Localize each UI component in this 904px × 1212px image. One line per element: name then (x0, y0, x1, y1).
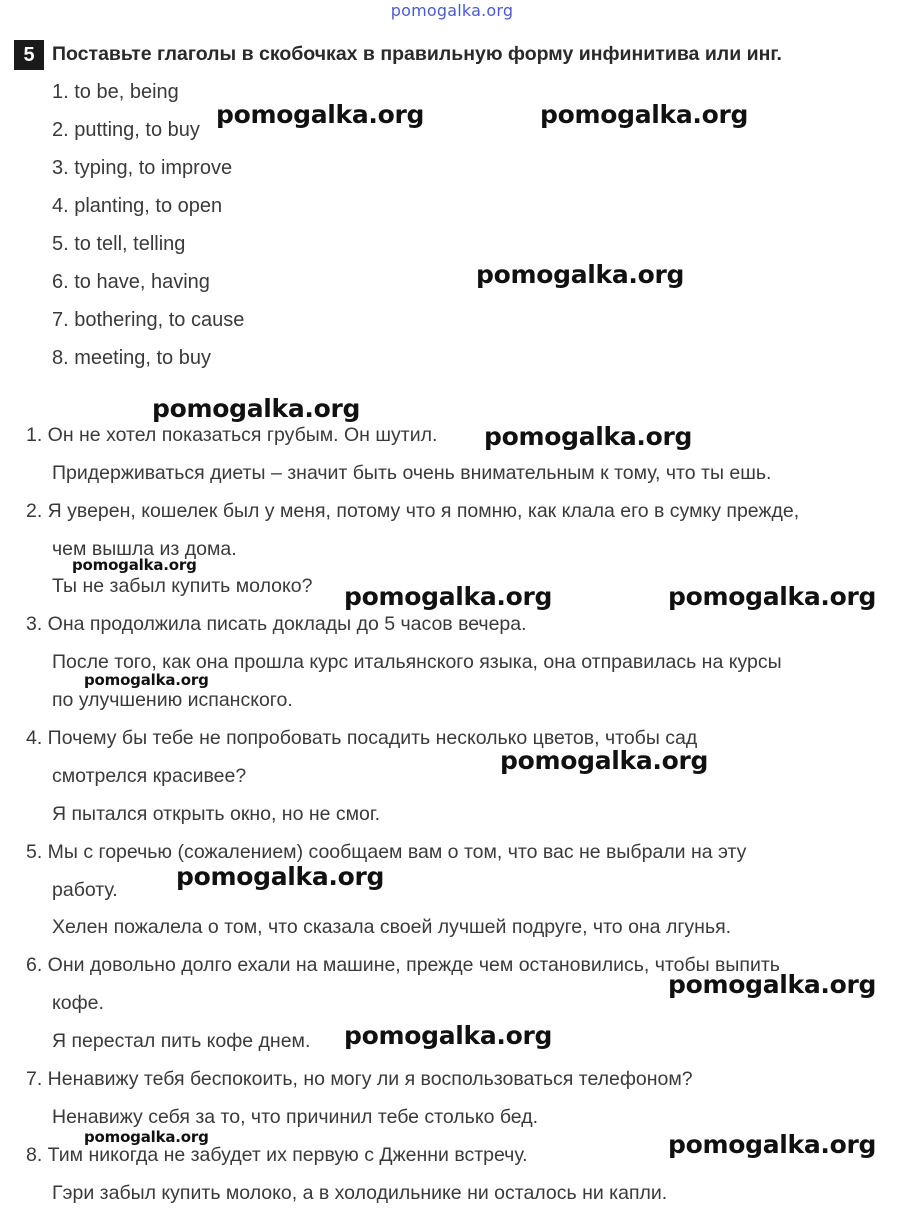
translation-line: кофе. (52, 992, 104, 1014)
watermark: pomogalka.org (344, 582, 553, 611)
translation-line: 4. Почему бы тебе не попробовать посадить несколько цветов, чтобы сад (26, 727, 698, 749)
watermark: pomogalka.org (668, 970, 877, 999)
translation-line: 7. Ненавижу тебя беспокоить, но могу ли я воспользоваться телефоном? (26, 1068, 693, 1090)
translation-line: смотрелся красивее? (52, 765, 247, 787)
translation-line: Гэри забыл купить молоко, а в холодильнике ни осталось ни капли. (52, 1182, 668, 1204)
answer-item-6: 6. to have, having (52, 271, 210, 293)
watermark: pomogalka.org (500, 746, 709, 775)
translation-line: 3. Она продолжила писать доклады до 5 часов вечера. (26, 613, 527, 635)
watermark: pomogalka.org (540, 100, 749, 129)
translation-line: чем вышла из дома. (52, 538, 237, 560)
watermark: pomogalka.org (216, 100, 425, 129)
translation-line: работу. (52, 879, 118, 901)
watermark: pomogalka.org (668, 582, 877, 611)
answer-item-3: 3. typing, to improve (52, 157, 233, 179)
site-header: pomogalka.org (390, 1, 514, 20)
watermark: pomogalka.org (152, 394, 361, 423)
translation-line: Я перестал пить кофе днем. (52, 1030, 311, 1052)
watermark: pomogalka.org (176, 862, 385, 891)
task-number-badge: 5 (14, 40, 44, 70)
task-title: Поставьте глаголы в скобочках в правильную форму инфинитива или инг. (52, 43, 782, 65)
answer-item-2: 2. putting, to buy (52, 119, 200, 141)
answer-item-1: 1. to be, being (52, 81, 179, 103)
answer-item-8: 8. meeting, to buy (52, 347, 211, 369)
watermark: pomogalka.org (476, 260, 685, 289)
translation-line: Придерживаться диеты – значит быть очень внимательным к тому, что ты ешь. (52, 462, 772, 484)
translation-line: 1. Он не хотел показаться грубым. Он шутил. (26, 424, 438, 446)
watermark: pomogalka.org (84, 1128, 209, 1146)
answer-item-5: 5. to tell, telling (52, 233, 186, 255)
translation-line: 6. Они довольно долго ехали на машине, прежде чем остановились, чтобы выпить (26, 954, 780, 976)
answer-item-7: 7. bothering, to cause (52, 309, 245, 331)
watermark: pomogalka.org (344, 1021, 553, 1050)
translation-line: После того, как она прошла курс итальянского языка, она отправилась на курсы (52, 651, 782, 673)
translation-line: 5. Мы с горечью (сожалением) сообщаем вам о том, что вас не выбрали на эту (26, 841, 747, 863)
watermark: pomogalka.org (484, 422, 693, 451)
answer-item-4: 4. planting, to open (52, 195, 223, 217)
translation-line: Хелен пожалела о том, что сказала своей лучшей подруге, что она лгунья. (52, 916, 732, 938)
watermark: pomogalka.org (72, 556, 197, 574)
translation-line: Ненавижу себя за то, что причинил тебе столько бед. (52, 1106, 538, 1128)
translation-line: 2. Я уверен, кошелек был у меня, потому что я помню, как клала его в сумку прежде, (26, 500, 800, 522)
translation-line: по улучшению испанского. (52, 689, 293, 711)
translation-line: Я пытался открыть окно, но не смог. (52, 803, 381, 825)
translation-line: Ты не забыл купить молоко? (52, 575, 313, 597)
watermark: pomogalka.org (668, 1130, 877, 1159)
translation-line: 8. Тим никогда не забудет их первую с Дженни встречу. (26, 1144, 528, 1166)
watermark: pomogalka.org (84, 671, 209, 689)
